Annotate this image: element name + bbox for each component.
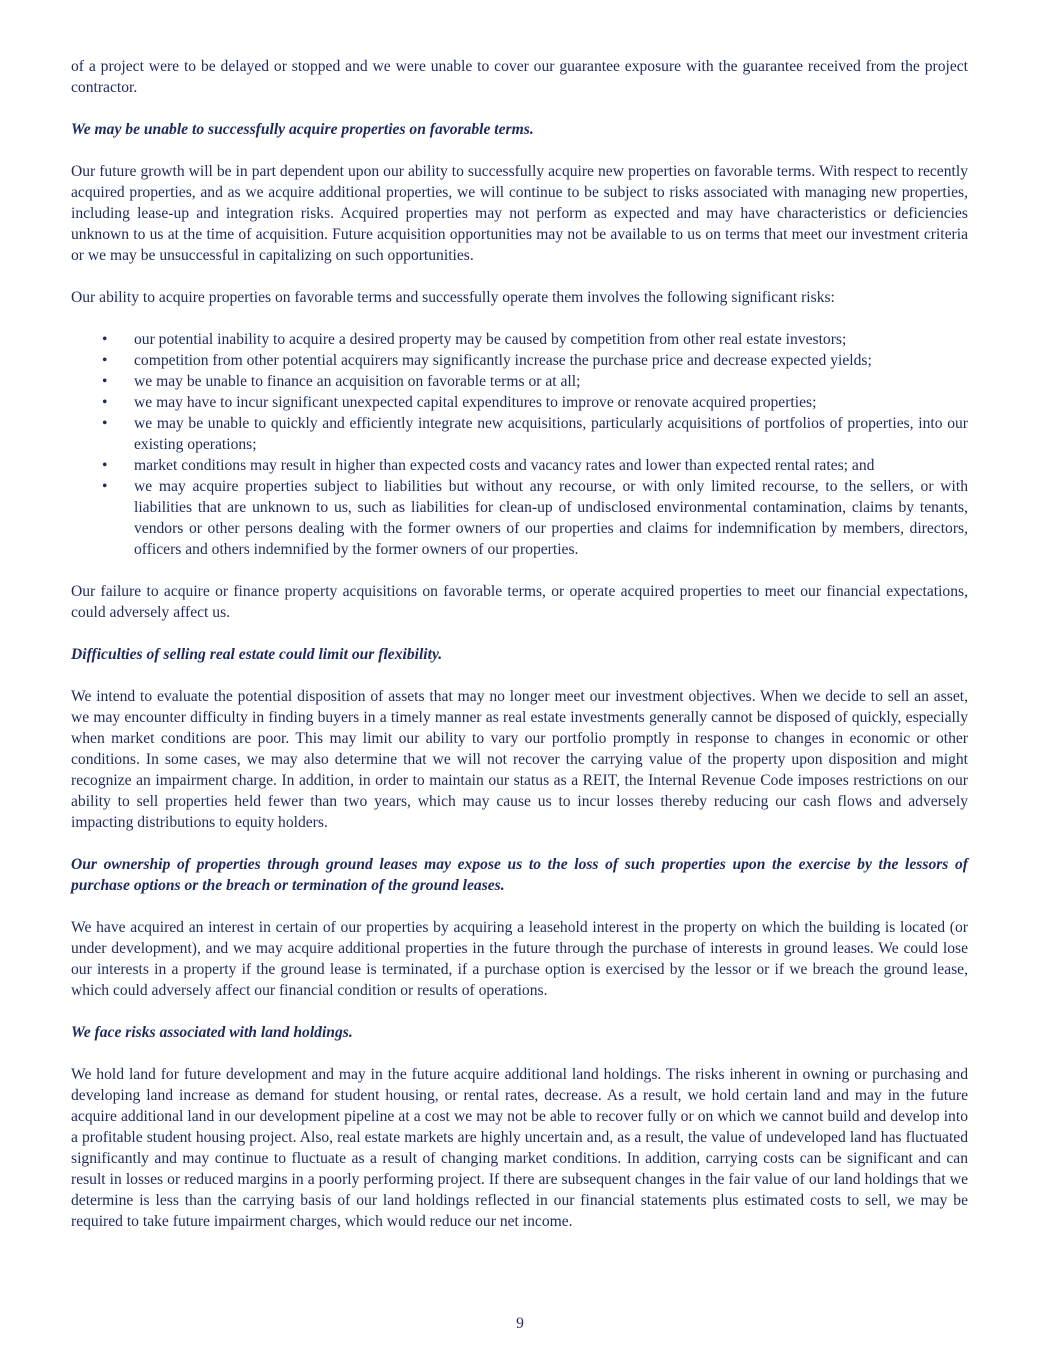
list-item-text: we may have to incur significant unexpected capital expenditures to improve or renovate acquired properties; [134, 394, 817, 411]
paragraph-land-holdings: We hold land for future development and may in the future acquire additional land holdings. The risks inherent in owning or purchasing and developing land increase as demand for student housing, or rental rates, decrease. As a result, we hold certain land and may in the future acquire additional land in our development pipeline at a cost we may not be able to recover fully or on which we cannot build and develop into a profitable student housing project. Also, real estate markets are highly uncertain and, as a result, the value of undeveloped land has fluctuated significantly and may continue to fluctuate as a result of changing market conditions. In addition, carrying costs can be significant and can result in losses or reduced margins in a poorly performing project. If there are subsequent changes in the fair value of our land holdings that we determine is less than the carrying basis of our land holdings reflected in our financial statements plus estimated costs to sell, we may be required to take future impairment charges, which would reduce our net income. [71, 1066, 968, 1230]
bullet-icon: • [102, 457, 108, 474]
bullet-icon: • [102, 415, 108, 432]
list-item [71, 413, 968, 455]
section-heading-ground-leases: Our ownership of properties through ground leases may expose us to the loss of such properties upon the exercise by the lessors of purchase options or the breach or termination of the ground leases. [71, 856, 968, 894]
paragraph-continuation: of a project were to be delayed or stopped and we were unable to cover our guarantee exposure with the guarantee received from the project contractor. [71, 58, 968, 96]
section-heading-acquire-properties: We may be unable to successfully acquire properties on favorable terms. [71, 121, 534, 138]
bullet-icon: • [102, 394, 108, 411]
bullet-icon: • [102, 352, 108, 369]
list-item-text: we may be unable to quickly and efficiently integrate new acquisitions, particularly acquisitions of portfolios of properties, into our existing operations; [134, 415, 968, 453]
paragraph-ground-leases: We have acquired an interest in certain of our properties by acquiring a leasehold interest in the property on which the building is located (or under development), and we may acquire additional properties in the future through the purchase of interests in ground leases. We could lose our interests in a property if the ground lease is terminated, if a purchase option is exercised by the lessor or if we breach the ground lease, which could adversely affect our financial condition or results of operations. [71, 919, 968, 999]
list-item [71, 392, 968, 413]
list-item-text: we may be unable to finance an acquisition on favorable terms or at all; [134, 373, 581, 390]
list-item-text: we may acquire properties subject to liabilities but without any recourse, or with only limited recourse, to the sellers, or with liabilities that are unknown to us, such as liabilities for clean-up of undisclosed environmental contamination, claims by tenants, vendors or other persons dealing with the former owners of our properties and claims for indemnification by members, directors, officers and others indemnified by the former owners of our properties. [134, 478, 968, 558]
section-heading-selling-real-estate: Difficulties of selling real estate could limit our flexibility. [71, 646, 443, 663]
document-page [71, 56, 968, 1253]
section-heading-land-holdings: We face risks associated with land holdings. [71, 1024, 353, 1041]
risk-list [71, 329, 968, 560]
list-item [71, 350, 968, 371]
paragraph-risks-intro: Our ability to acquire properties on favorable terms and successfully operate them involves the following significant risks: [71, 289, 835, 306]
paragraph-disposition: We intend to evaluate the potential disposition of assets that may no longer meet our investment objectives. When we decide to sell an asset, we may encounter difficulty in finding buyers in a timely manner as real estate investments generally cannot be disposed of quickly, especially when market conditions are poor. This may limit our ability to vary our portfolio promptly in response to changes in economic or other conditions. In some cases, we may also determine that we will not recover the carrying value of the property upon disposition and might recognize an impairment charge. In addition, in order to maintain our status as a REIT, the Internal Revenue Code imposes restrictions on our ability to sell properties held fewer than two years, which may cause us to incur losses thereby reducing our cash flows and adversely impacting distributions to equity holders. [71, 688, 968, 831]
list-item [71, 476, 968, 560]
paragraph-failure-to-acquire: Our failure to acquire or finance property acquisitions on favorable terms, or operate acquired properties to meet our financial expectations, could adversely affect us. [71, 583, 968, 621]
list-item-text: market conditions may result in higher than expected costs and vacancy rates and lower than expected rental rates; and [134, 457, 875, 474]
list-item [71, 371, 968, 392]
bullet-icon: • [102, 373, 108, 390]
list-item-text: competition from other potential acquirers may significantly increase the purchase price and decrease expected yields; [134, 352, 872, 369]
list-item [71, 329, 968, 350]
list-item [71, 455, 968, 476]
bullet-icon: • [102, 331, 108, 348]
bullet-icon: • [102, 478, 108, 495]
list-item-text: our potential inability to acquire a desired property may be caused by competition from other real estate investors; [134, 331, 847, 348]
page-number: 9 [516, 1315, 524, 1332]
paragraph-future-growth: Our future growth will be in part dependent upon our ability to successfully acquire new properties on favorable terms. With respect to recently acquired properties, and as we acquire additional properties, we will continue to be subject to risks associated with managing new properties, including lease-up and integration risks. Acquired properties may not perform as expected and may have characteristics or deficiencies unknown to us at the time of acquisition. Future acquisition opportunities may not be available to us on terms that meet our investment criteria or we may be unsuccessful in capitalizing on such opportunities. [71, 163, 968, 264]
